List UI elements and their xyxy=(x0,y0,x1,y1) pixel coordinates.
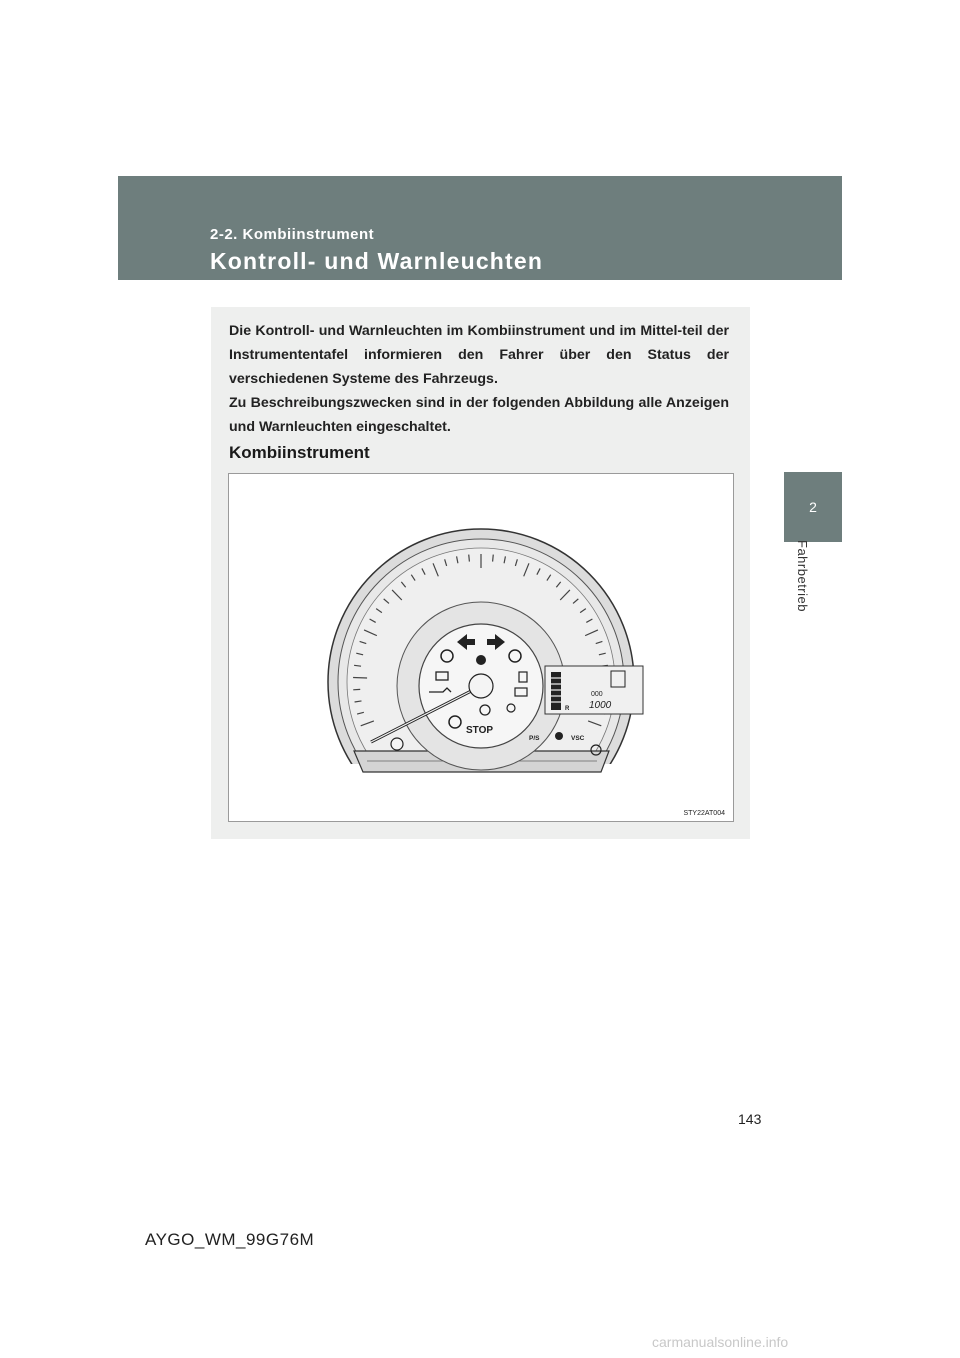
airbag-warning-icon xyxy=(476,655,486,665)
lcd-trip-readout: 000 xyxy=(591,691,603,698)
watermark: carmanualsonline.info xyxy=(652,1334,789,1350)
page-number: 143 xyxy=(738,1111,762,1127)
chapter-number: 2 xyxy=(809,499,817,515)
page-title: Kontroll- und Warnleuchten xyxy=(210,248,544,274)
speedometer-tick xyxy=(469,555,470,562)
slip-indicator-icon xyxy=(555,732,563,740)
document-code: AYGO_WM_99G76M xyxy=(145,1230,315,1249)
section-label: 2-2. Kombiinstrument xyxy=(210,226,375,243)
figure-code: STY22AT004 xyxy=(683,810,725,817)
speedometer-tick xyxy=(493,555,494,562)
intro-paragraph-2: Zu Beschreibungszwecken sind in der folgenden Abbildung alle Anzeigen und Warnleuchten eingeschaltet. xyxy=(229,395,729,435)
chapter-tab[interactable] xyxy=(784,472,842,542)
needle-hub xyxy=(469,674,493,698)
figure-box xyxy=(228,473,734,822)
vsc-label: VSC xyxy=(571,735,585,742)
trip-reset-knob xyxy=(391,738,403,750)
stop-warning-label: STOP xyxy=(466,725,494,736)
instrument-cluster-illustration xyxy=(229,474,733,821)
content-panel xyxy=(211,307,750,839)
header-band xyxy=(118,176,842,280)
intro-paragraph-1: Die Kontroll- und Warnleuchten im Kombiinstrument und im Mittel-teil der Instrumententafel informieren den Fahrer über den Status der verschiedenen Systeme des Fahrzeugs. xyxy=(229,323,729,387)
lcd-odometer-readout: 1000 xyxy=(589,700,612,711)
lcd-reverse-indicator: R xyxy=(565,706,570,712)
intro-text xyxy=(229,319,729,439)
subheading: Kombiinstrument xyxy=(229,443,370,462)
chapter-label: Fahrbetrieb xyxy=(795,540,810,612)
power-steering-label: P/S xyxy=(529,735,540,742)
